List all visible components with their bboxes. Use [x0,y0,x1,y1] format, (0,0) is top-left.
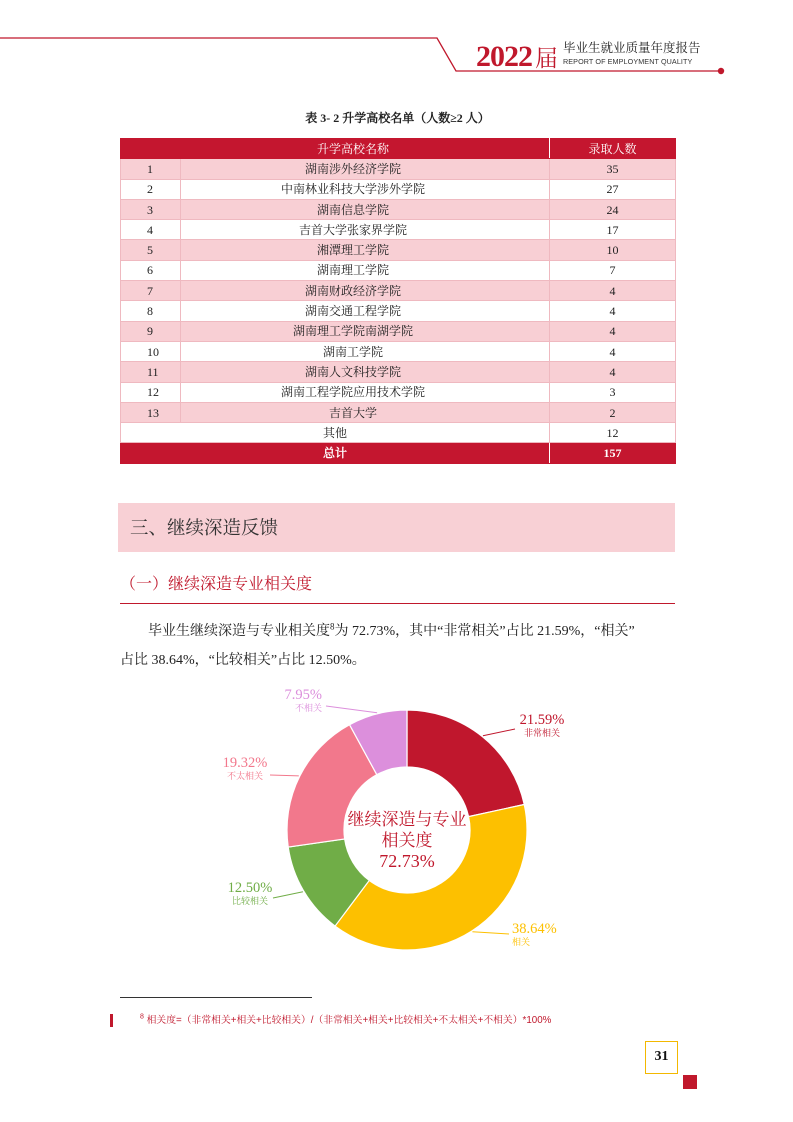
admission-count: 4 [550,362,676,382]
row-number: 4 [121,220,181,240]
total-label: 总计 [121,443,550,463]
table-row [121,382,676,402]
row-number: 9 [121,321,181,341]
total-count: 157 [550,443,676,463]
school-name: 湖南交通工程学院 [181,301,550,321]
section-heading-band [118,503,675,552]
table-row [121,260,676,280]
relevance-donut-chart [200,680,600,970]
admission-count: 4 [550,281,676,301]
header-decoration [0,0,793,80]
row-number: 7 [121,281,181,301]
school-name: 吉首大学 [181,402,550,422]
table-row [121,240,676,260]
table-row [121,281,676,301]
row-number: 11 [121,362,181,382]
report-title-en: REPORT OF EMPLOYMENT QUALITY [563,57,693,66]
slice-name-label-1: 非常相关 [523,728,561,738]
slice-name-label-3: 比较相关 [231,896,269,906]
admission-count: 4 [550,301,676,321]
table-row [121,179,676,199]
admission-count: 2 [550,402,676,422]
school-name: 吉首大学张家界学院 [181,220,550,240]
slice-value-label-1: 21.59% [519,712,565,728]
slice-name-label-2: 相关 [512,937,531,947]
leader-line-2 [472,932,509,934]
school-name: 湖南财政经济学院 [181,281,550,301]
other-label: 其他 [121,423,550,443]
table-row [121,199,676,219]
page-number: 31 [645,1041,678,1074]
row-number: 8 [121,301,181,321]
admission-count: 17 [550,220,676,240]
table-header-row [121,139,676,159]
table-summary [121,423,676,464]
footnote [140,1014,551,1027]
row-number: 6 [121,260,181,280]
admission-count: 7 [550,260,676,280]
donut-slice-1 [407,710,524,817]
footnote-reference: 8 [330,621,335,632]
report-title-cn: 毕业生就业质量年度报告 [563,41,701,55]
admitted-schools-table [120,138,676,464]
admission-count: 4 [550,321,676,341]
school-name: 湖南涉外经济学院 [181,159,550,179]
school-name: 湖南理工学院南湖学院 [181,321,550,341]
subsection-rule [120,603,675,604]
column-header-school: 升学高校名称 [121,139,550,159]
school-name: 湘潭理工学院 [181,240,550,260]
table-row [121,220,676,240]
admission-count: 10 [550,240,676,260]
row-number: 12 [121,382,181,402]
leader-line-5 [326,706,377,713]
school-name: 湖南工程学院应用技术学院 [181,382,550,402]
footnote-marker-bar [110,1014,113,1027]
row-number: 3 [121,199,181,219]
page-corner-decoration [683,1075,697,1089]
school-name: 湖南工学院 [181,341,550,361]
row-number: 5 [121,240,181,260]
admission-count: 4 [550,341,676,361]
slice-value-label-4: 19.32% [222,755,268,771]
donut-center-label [345,809,469,871]
footnote-number: 8 [140,1013,144,1021]
row-number: 13 [121,402,181,422]
footnote-text: 相关度=（非常相关+相关+比较相关）/（非常相关+相关+比较相关+不太相关+不相关）*100% [146,1015,552,1026]
school-name: 湖南人文科技学院 [181,362,550,382]
table-body [121,159,676,423]
row-number: 1 [121,159,181,179]
body-paragraph [120,617,675,675]
slice-value-label-5: 7.95% [284,687,322,703]
paragraph-line-1 [120,617,675,646]
report-year-suffix: 届 [535,46,558,71]
leader-line-1 [483,729,515,736]
table-row [121,301,676,321]
table-row-total [121,443,676,463]
admission-count: 3 [550,382,676,402]
admission-count: 35 [550,159,676,179]
table-row [121,402,676,422]
table-row [121,362,676,382]
slice-name-label-4: 不太相关 [226,771,264,781]
leader-line-3 [273,892,303,898]
school-name: 湖南理工学院 [181,260,550,280]
paragraph-text: 为 72.73%，其中“非常相关”占比 21.59%，“相关” [334,624,635,639]
school-name: 湖南信息学院 [181,199,550,219]
paragraph-line-2: 占比 38.64%，“比较相关”占比 12.50%。 [120,653,366,668]
slice-value-label-2: 38.64% [512,921,557,937]
admission-count: 27 [550,179,676,199]
slice-value-label-3: 12.50% [227,880,273,896]
table-row [121,341,676,361]
other-count: 12 [550,423,676,443]
table-row [121,159,676,179]
table-row [121,321,676,341]
school-name: 中南林业科技大学涉外学院 [181,179,550,199]
donut-center-title: 继续深造与专业相关度 [347,810,467,850]
row-number: 10 [121,341,181,361]
table-caption: 表 3- 2 升学高校名单（人数≥2 人） [305,111,490,125]
paragraph-text: 毕业生继续深造与专业相关度 [148,624,330,639]
report-year [476,40,558,79]
report-year-number: 2022 [476,40,532,73]
slice-name-label-5: 不相关 [294,703,322,713]
donut-center-value: 72.73% [379,851,435,871]
footnote-rule [120,997,312,998]
admission-count: 24 [550,199,676,219]
column-header-count: 录取人数 [550,139,676,159]
table-row-other [121,423,676,443]
subsection-heading: （一）继续深造专业相关度 [120,576,313,593]
leader-line-4 [270,775,299,776]
section-heading: 三、继续深造反馈 [130,517,279,538]
row-number: 2 [121,179,181,199]
header-rule-dot [718,68,724,74]
